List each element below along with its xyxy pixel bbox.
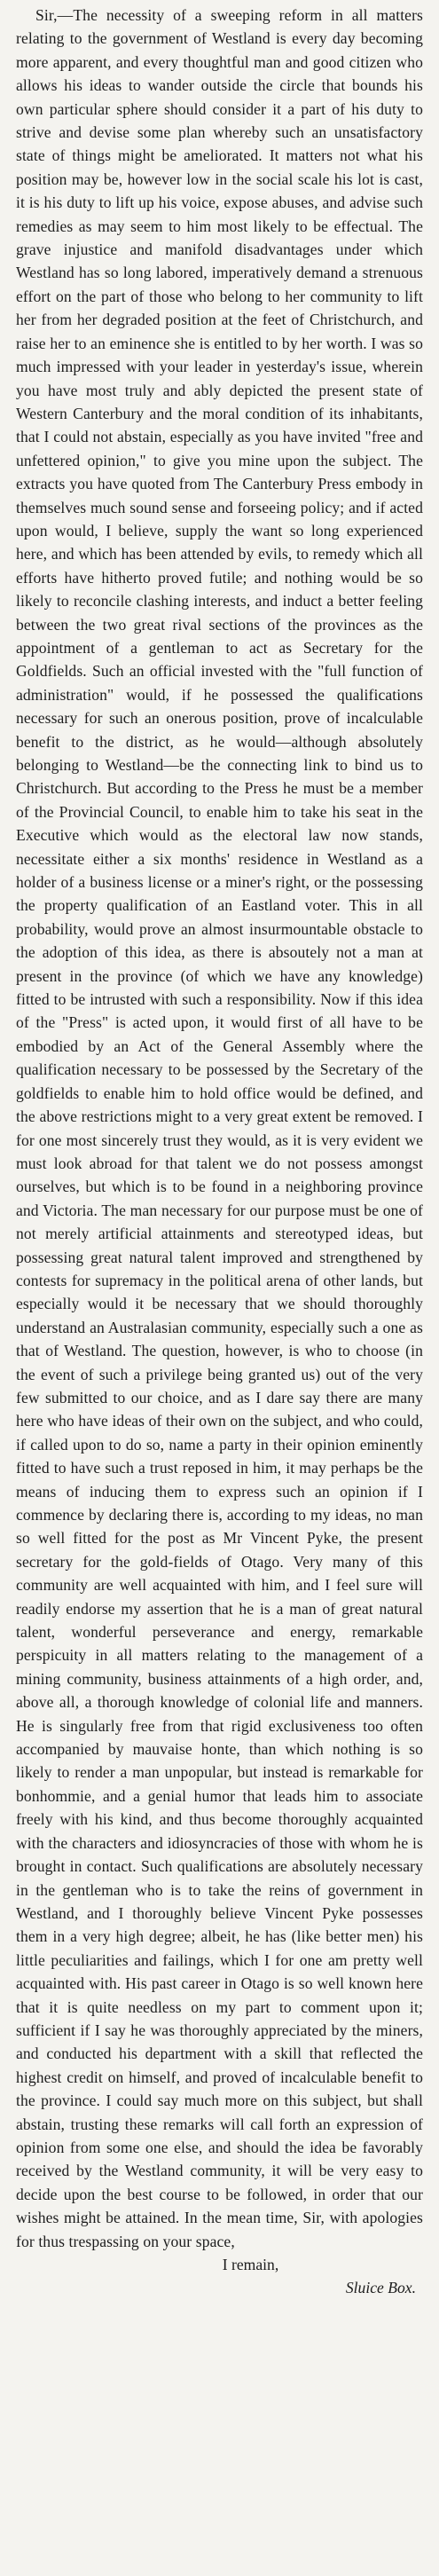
letter-column: [16, 4, 423, 2572]
letter-body: Sir,—The necessity of a sweeping reform in all matters relating to the government of Westland is every day becoming more apparent, and every thoughtful man and good citizen who allows his ideas to wander outside the circle that bounds his own particular sphere should consider it a part of his duty to strive and devise some plan whereby such an unsatisfactory state of things might be ameliorated. It matters not what his position may be, however low in the social scale his lot is cast, it is his duty to lift up his voice, expose abuses, and advise such remedies as may seem to him most likely to be effectual. The grave injustice and manifold disadvantages under which Westland has so long labored, imperatively demand a strenuous effort on the part of those who belong to her community to lift her from her degraded position at the feet of Christchurch, and raise her to an eminence she is entitled to by her worth. I was so much impressed with your leader in yesterday's issue, wherein you have most truly and ably depicted the present state of Western Canterbury and the moral condition of its inhabitants, that I could not abstain, especially as you have invited "free and unfettered opinion," to give you mine upon the subject. The extracts you have quoted from The Canterbury Press embody in themselves much sound sense and forseeing policy; and if acted upon would, I believe, supply the want so long experienced here, and which has been attended by evils, to remedy which all efforts have hitherto proved futile; and nothing would be so likely to reconcile clashing interests, and induct a better feeling between the two great rival sections of the provinces as the appointment of a gentleman to act as Secretary for the Goldfields. Such an official invested with the "full function of administration" would, if he possessed the qualifications necessary for such an onerous position, prove of incalculable benefit to the district, as he would—although absolutely belonging to Westland—be the connecting link to bind us to Christchurch. But according to the Press he must be a member of the Provincial Council, to enable him to take his seat in the Executive which would as the electoral law now stands, necessitate either a six months' residence in Westland as a holder of a business license or a miner's right, or the possessing the property qualification of an Eastland voter. This in all probability, would prove an almost insurmountable obstacle to the adoption of this idea, as there is absoutely not a man at present in the province (of which we have any knowledge) fitted to be intrusted with such a responsibility. Now if this idea of the "Press" is acted upon, it would first of all have to be embodied by an Act of the General Assembly where the qualification necessary to be possessed by the Secretary of the goldfields to enable him to hold office would be defined, and the above restrictions might to a very great extent be removed. I for one most sincerely trust they would, as it is very evident we must look abroad for that talent we do not possess amongst ourselves, but which is to be found in a neighboring province and Victoria. The man necessary for our purpose must be one of not merely artificial attainments and stereotyped ideas, but possessing great natural talent improved and strengthened by contests for supremacy in the political arena of other lands, but especially would it be necessary that we should thoroughly understand an Australasian community, especially such a one as that of Westland. The question, however, is who to choose (in the event of such a privilege being granted us) out of the very few submitted to our choice, and as I dare say there are many here who have ideas of their own on the subject, and who could, if called upon to do so, name a party in their opinion eminently fitted to have such a trust reposed in him, it may perhaps be the means of inducing them to express such an opinion if I commence by declaring there is, according to my ideas, no man so well fitted for the post as Mr Vincent Pyke, the present secretary for the gold-fields of Otago. Very many of this community are well acquainted with him, and I feel sure will readily endorse my assertion that he is a man of great natural talent, wonderful perseverance and energy, remarkable perspicuity in all matters relating to the management of a mining community, business attainments of a high order, and, above all, a thorough knowledge of colonial life and manners. He is singularly free from that rigid exclusiveness too often accompanied by mauvaise honte, than which nothing is so likely to render a man unpopular, but instead is remarkable for bonhommie, and a genial humor that leads him to associate freely with his kind, and thus become thoroughly acquainted with the characters and idiosyncracies of those with whom he is brought in contact. Such qualifications are absolutely necessary in the gentleman who is to take the reins of government in Westland, and I thoroughly believe Vincent Pyke possesses them in a very high degree; albeit, he has (like better men) his little peculiarities and failings, which I for one am pretty well acquainted with. His past career in Otago is so well known here that it is quite needless on my part to comment upon it; sufficient if I say he was thoroughly appreciated by the miners, and conducted his department with a skill that reflected the highest credit on himself, and proved of incalculable benefit to the province. I could say much more on this subject, but shall abstain, trusting these remarks will call forth an expression of opinion from some one else, and should the idea be favorably received by the Westland community, it will be very easy to decide upon the best course to be followed, in order that our wishes might be attained. In the mean time, Sir, with apologies for thus trespassing on your space,: [16, 6, 423, 2250]
letter-closing: I remain,: [222, 2256, 279, 2273]
letter-signature: Sluice Box.: [345, 2279, 416, 2297]
